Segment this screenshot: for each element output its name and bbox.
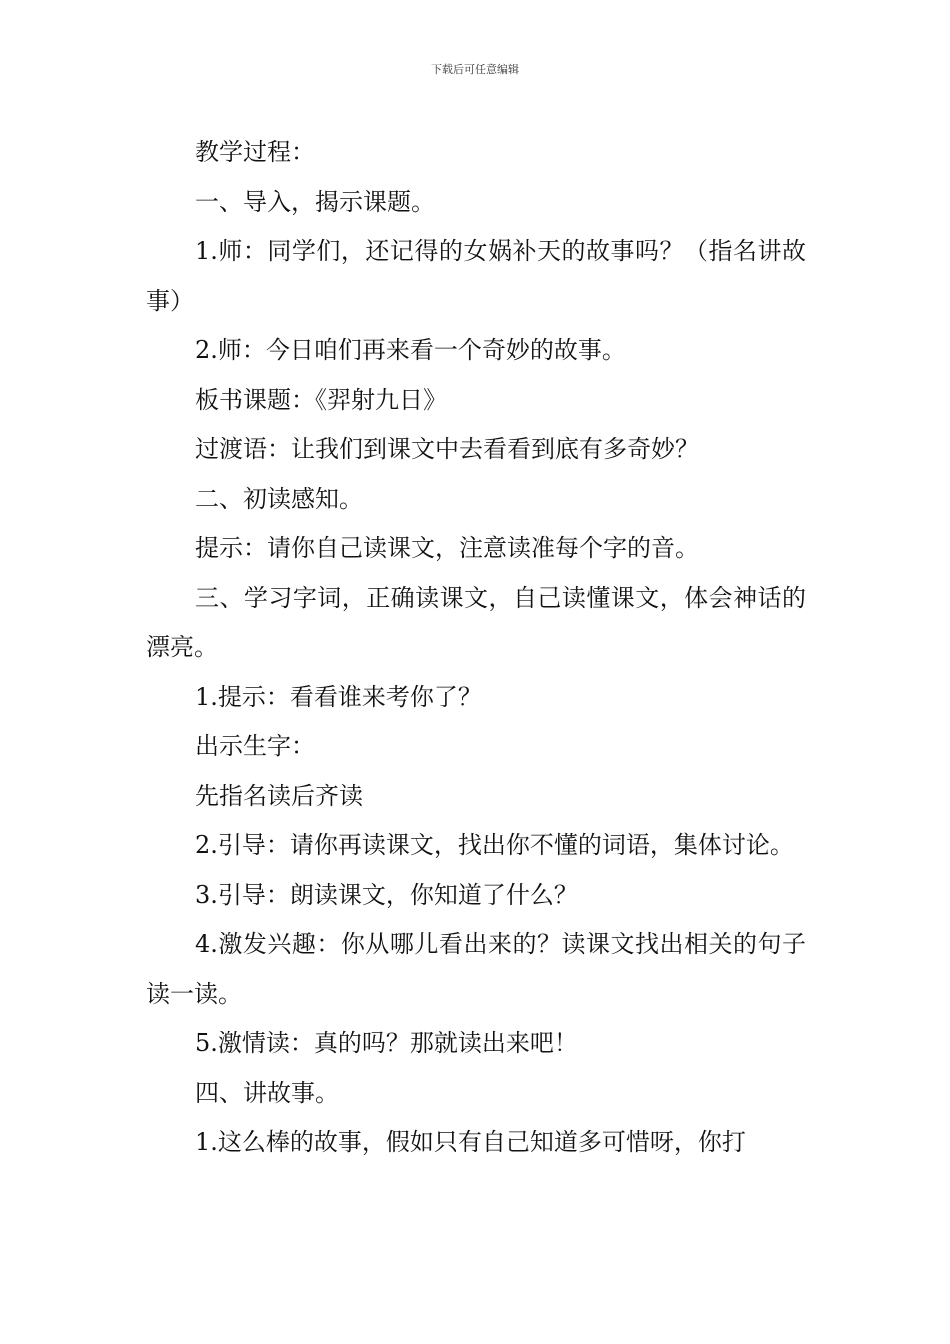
paragraph-3-2: 2.引导：请你再读课文，找出你不懂的词语，集体讨论。 [195, 831, 794, 859]
paragraph-transition: 过渡语：让我们到课文中去看看到底有多奇妙？ [195, 435, 699, 463]
paragraph-section-2-heading: 二、初读感知。 [195, 484, 363, 513]
paragraph-show-characters: 出示生字： [195, 732, 315, 760]
paragraph-section-1-heading: 一、导入，揭示课题。 [195, 187, 435, 216]
paragraph-3-4: 4.激发兴趣：你从哪儿看出来的？读课文找出相关的句子读一读。 [146, 930, 806, 1008]
paragraph-section-4-heading: 四、讲故事。 [195, 1078, 339, 1107]
paragraph-1-1: 1.师：同学们，还记得的女娲补天的故事吗？（指名讲故事） [146, 237, 806, 315]
paragraph-3-3: 3.引导：朗读课文，你知道了什么？ [195, 880, 578, 909]
paragraph-4-1: 1.这么棒的故事，假如只有自己知道多可惜呀，你打 [195, 1128, 746, 1156]
document-body [146, 128, 806, 1168]
paragraph-section-3-heading: 三、学习字词，正确读课文，自己读懂课文，体会神话的漂亮。 [146, 583, 806, 661]
paragraph-teaching-process: 教学过程： [195, 138, 315, 166]
paragraph-1-2: 2.师：今日咱们再来看一个奇妙的故事。 [195, 336, 626, 364]
paragraph-3-1: 1.提示：看看谁来考你了？ [195, 682, 482, 711]
paragraph-read-order: 先指名读后齐读 [195, 781, 363, 810]
paragraph-board-title: 板书课题：《羿射九日》 [195, 385, 447, 414]
page-header: 下载后可任意编辑 [431, 63, 519, 76]
paragraph-3-5: 5.激情读：真的吗？那就读出来吧！ [195, 1029, 578, 1057]
paragraph-hint-read: 提示：请你自己读课文，注意读准每个字的音。 [195, 534, 699, 562]
